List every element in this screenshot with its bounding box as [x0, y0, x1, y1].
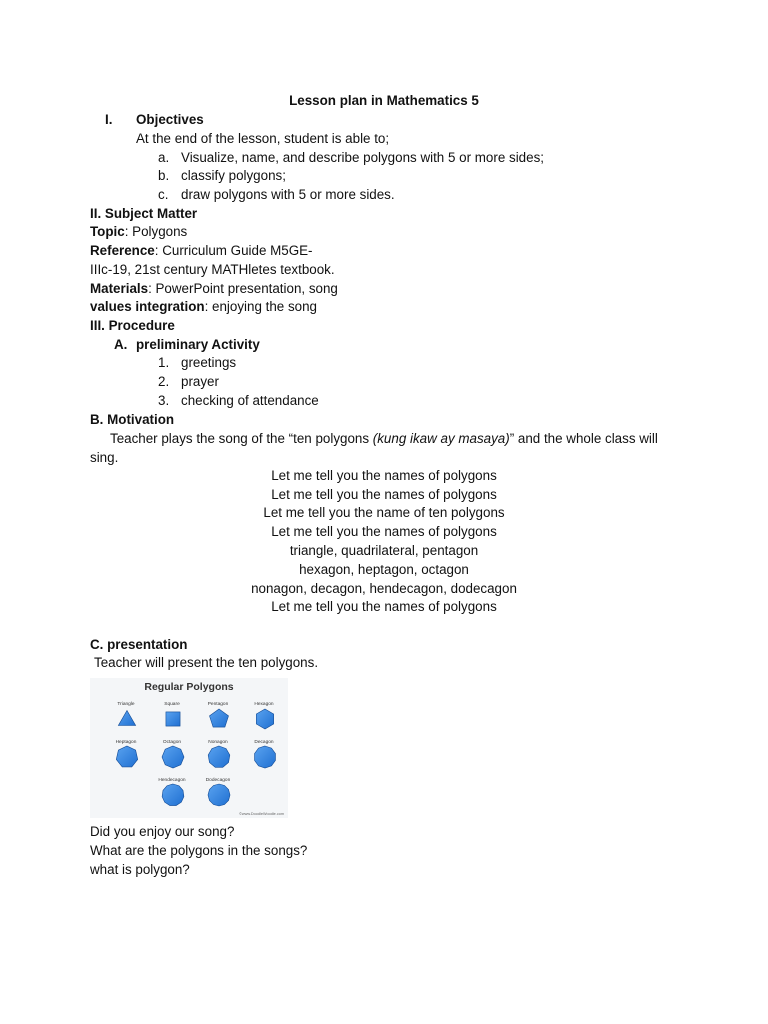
decagon-shape [253, 745, 277, 769]
polygon-path [255, 746, 276, 768]
polygon-path [166, 712, 180, 726]
polygon-label-pentagon: Pentagon [207, 702, 229, 707]
objective-text-c: draw polygons with 5 or more sides. [181, 187, 395, 202]
song-line: Let me tell you the name of ten polygons [263, 505, 505, 520]
song-line: nonagon, decagon, hendecagon, dodecagon [251, 581, 517, 596]
reference-continuation: IIIc-19, 21st century MATHletes textbook. [90, 262, 335, 277]
polygon-label-octagon: Octagon [162, 740, 182, 745]
nonagon-shape [207, 745, 231, 769]
motivation-text [110, 430, 658, 448]
figure-credit: ©www.DoodleWoodle.com [239, 812, 284, 816]
polygon-label-dodecagon: Dodecagon [205, 778, 231, 783]
motivation-text-b: ” and the whole class will [509, 431, 658, 446]
objectives-heading: Objectives [136, 112, 204, 127]
objective-text-a: Visualize, name, and describe polygons with 5 or more sides; [181, 150, 544, 165]
song-line: Let me tell you the names of polygons [271, 468, 497, 483]
topic-line [90, 223, 187, 241]
motivation-heading: B. Motivation [90, 412, 175, 427]
materials-label: Materials [90, 281, 149, 296]
prelim-heading: preliminary Activity [136, 337, 260, 352]
polygon-path [118, 711, 135, 726]
dodecagon-shape [207, 783, 231, 807]
hexagon-shape [254, 708, 276, 730]
polygon-label-triangle: Triangle [117, 702, 135, 707]
procedure-heading: III. Procedure [90, 318, 175, 333]
objective-mark-c: c. [158, 187, 169, 202]
polygon-path [208, 784, 230, 806]
document-title: Lesson plan in Mathematics 5 [289, 93, 479, 108]
presentation-text: Teacher will present the ten polygons. [94, 655, 319, 670]
presentation-heading: C. presentation [90, 637, 188, 652]
polygon-label-nonagon: Nonagon [208, 740, 228, 745]
polygon-label-hexagon: Hexagon [254, 702, 274, 707]
polygon-path [116, 746, 137, 767]
polygon-label-heptagon: Heptagon [115, 740, 137, 745]
motivation-text-a: Teacher plays the song of the “ten polygons [110, 431, 373, 446]
hendecagon-shape [161, 783, 185, 807]
reference-line [90, 242, 313, 260]
song-line: Let me tell you the names of polygons [271, 599, 497, 614]
motivation-text-italic: (kung ikaw ay masaya) [372, 431, 510, 446]
pentagon-shape [208, 708, 230, 730]
topic-label: Topic [90, 224, 125, 239]
question-line: what is polygon? [90, 862, 190, 877]
polygon-path [162, 746, 184, 768]
prelim-text-1: greetings [181, 355, 237, 370]
song-line: Let me tell you the names of polygons [271, 524, 497, 539]
song-line: Let me tell you the names of polygons [271, 487, 497, 502]
materials-value: : PowerPoint presentation, song [148, 281, 338, 296]
square-shape [162, 708, 184, 730]
prelim-text-3: checking of attendance [181, 393, 319, 408]
polygon-path [208, 746, 230, 767]
prelim-mark: A. [114, 337, 128, 352]
objectives-intro: At the end of the lesson, student is able to; [136, 131, 390, 146]
materials-line [90, 280, 338, 298]
regular-polygons-figure [90, 678, 288, 818]
prelim-mark-3: 3. [158, 393, 170, 408]
values-value: : enjoying the song [204, 299, 318, 314]
polygon-label-decagon: Decagon [254, 740, 274, 745]
objective-mark-b: b. [158, 168, 170, 183]
triangle-shape [116, 708, 138, 730]
polygon-path [162, 784, 184, 806]
reference-label: Reference [90, 243, 155, 258]
song-line: triangle, quadrilateral, pentagon [289, 543, 479, 558]
polygon-path [256, 709, 273, 729]
polygon-label-square: Square [164, 702, 180, 707]
prelim-mark-2: 2. [158, 374, 170, 389]
question-line: What are the polygons in the songs? [90, 843, 308, 858]
values-label: values integration [90, 299, 205, 314]
figure-title: Regular Polygons [144, 681, 234, 693]
heptagon-shape [115, 745, 139, 769]
prelim-text-2: prayer [181, 374, 219, 389]
objective-mark-a: a. [158, 150, 170, 165]
polygon-path [209, 709, 228, 727]
values-line [90, 298, 317, 316]
objective-text-b: classify polygons; [181, 168, 286, 183]
motivation-text-cont: sing. [90, 450, 119, 465]
question-line: Did you enjoy our song? [90, 824, 235, 839]
octagon-shape [161, 745, 185, 769]
polygon-label-hendecagon: Hendecagon [158, 778, 186, 783]
song-line: hexagon, heptagon, octagon [299, 562, 469, 577]
topic-value: : Polygons [124, 224, 188, 239]
reference-value: : Curriculum Guide M5GE- [154, 243, 313, 258]
subject-matter-heading: II. Subject Matter [90, 206, 198, 221]
objectives-number: I. [105, 112, 113, 127]
prelim-mark-1: 1. [158, 355, 170, 370]
